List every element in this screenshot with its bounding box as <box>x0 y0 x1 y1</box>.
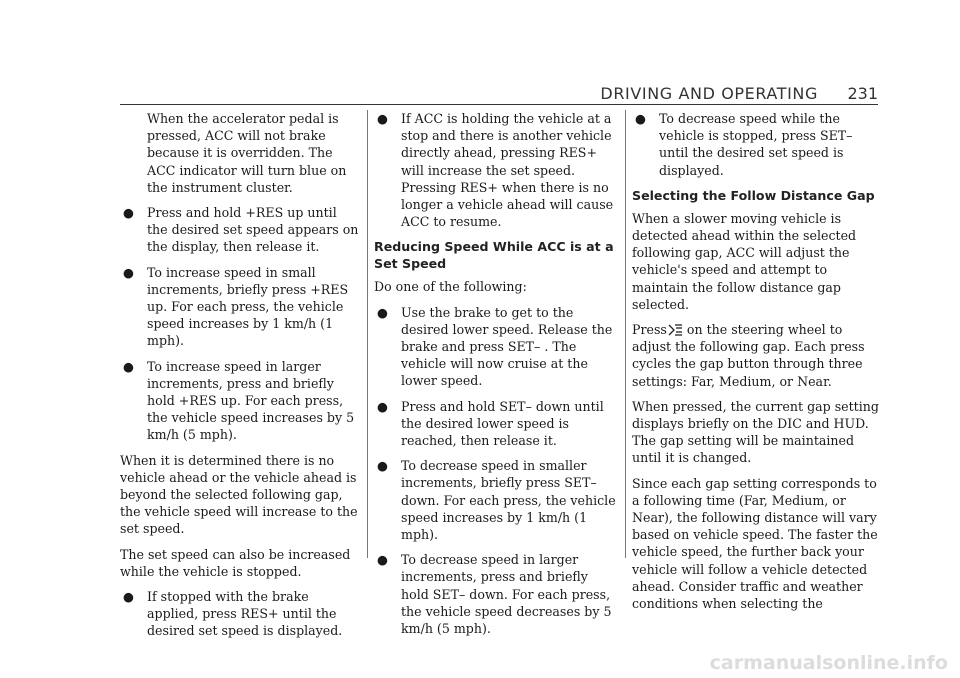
column-1 <box>120 110 360 648</box>
list-item-text: To decrease speed in smaller increments, briefly press SET– down. For each press, the vehicle speed increases by 1 km/h (1 mph). <box>401 458 616 543</box>
list-item-text: If ACC is holding the vehicle at a stop and there is another vehicle directly ahead, pressing RES+ will increase the set speed. Pressing RES+ when there is no longer a vehicle ahead will cause ACC to resume. <box>401 111 614 230</box>
list-item <box>374 110 618 230</box>
list-item <box>374 304 618 390</box>
list-item <box>374 457 618 543</box>
list-item-text: Use the brake to get to the desired lower speed. Release the brake and press SET– . The vehicle will now cruise at the lower speed. <box>401 304 613 389</box>
paragraph: The set speed can also be increased while the vehicle is stopped. <box>120 546 351 579</box>
paragraph: When it is determined there is no vehicle ahead or the vehicle ahead is beyond the selected following gap, the vehicle speed will increase to the set speed. <box>120 452 358 537</box>
bullet: ● <box>123 205 134 221</box>
column-3 <box>632 110 880 620</box>
list-item <box>120 264 360 350</box>
list-item <box>632 110 880 179</box>
paragraph: When pressed, the current gap setting displays briefly on the DIC and HUD. The gap setting will be maintained until it is changed. <box>632 398 879 466</box>
paragraph <box>632 321 880 390</box>
list-item-text: Press and hold SET– down until the desired lower speed is reached, then release it. <box>401 398 604 449</box>
bullet: ● <box>635 111 646 126</box>
bullet: ● <box>123 358 134 374</box>
bullet: ● <box>377 304 388 320</box>
bullet: ● <box>123 589 134 605</box>
section-heading: Selecting the Follow Distance Gap <box>632 187 875 203</box>
paragraph: When a slower moving vehicle is detected ahead within the selected following gap, ACC will adjust the vehicle's speed and attempt to maintain the follow distance gap selected. <box>632 210 857 312</box>
section-heading: Reducing Speed While ACC is at a Set Speed <box>374 239 614 272</box>
paragraph: When the accelerator pedal is pressed, ACC will not brake because it is overridden. The ACC indicator will turn blue on the instrument cluster. <box>147 111 347 195</box>
list-item-text: If stopped with the brake applied, press RES+ until the desired set speed is displayed. <box>147 589 343 639</box>
list-item <box>120 204 360 256</box>
page-header <box>120 84 878 105</box>
bullet: ● <box>377 552 388 568</box>
paragraph: Do one of the following: <box>374 279 527 295</box>
list-item <box>374 398 618 450</box>
watermark: carmanualsonline.info <box>709 652 948 674</box>
page-number: 231 <box>847 84 878 103</box>
list-item-text: To increase speed in small increments, briefly press +RES up. For each press, the vehicle speed increases by 1 km/h (1 mph). <box>147 264 349 349</box>
bullet: ● <box>377 398 388 414</box>
list-item <box>374 551 618 637</box>
column-divider <box>625 110 626 558</box>
follow-distance-gap-icon <box>667 323 683 337</box>
list-item-text: Press and hold +RES up until the desired set speed appears on the display, then release it. <box>147 205 359 255</box>
list-item-text: To decrease speed in larger increments, press and briefly hold SET– down. For each press, the vehicle speed decreases by 5 km/h (5 mph). <box>401 552 612 637</box>
list-item-text: To increase speed in larger increments, press and briefly hold +RES up. For each press, the vehicle speed increases by 5 km/h (5 mph). <box>147 358 355 443</box>
section-title: DRIVING AND OPERATING <box>600 84 818 103</box>
column-divider <box>367 110 368 558</box>
bullet: ● <box>123 264 134 280</box>
paragraph: Since each gap setting corresponds to a following time (Far, Medium, or Near), the following distance will vary based on vehicle speed. The faster the vehicle speed, the further back your vehicle will follow a vehicle detected ahead. Consider traffic and weather conditions when selecting the <box>632 475 878 612</box>
text-run: on the steering wheel to adjust the following gap. Each press cycles the gap button through three settings: Far, Medium, or Near. <box>632 322 865 389</box>
list-item <box>120 588 360 640</box>
list-item-text: To decrease speed while the vehicle is stopped, press SET– until the desired set speed is displayed. <box>659 111 853 178</box>
bullet: ● <box>377 111 388 126</box>
text-run: Press <box>632 322 667 338</box>
list-item <box>120 358 360 444</box>
column-2 <box>374 110 618 645</box>
bullet: ● <box>377 458 388 474</box>
